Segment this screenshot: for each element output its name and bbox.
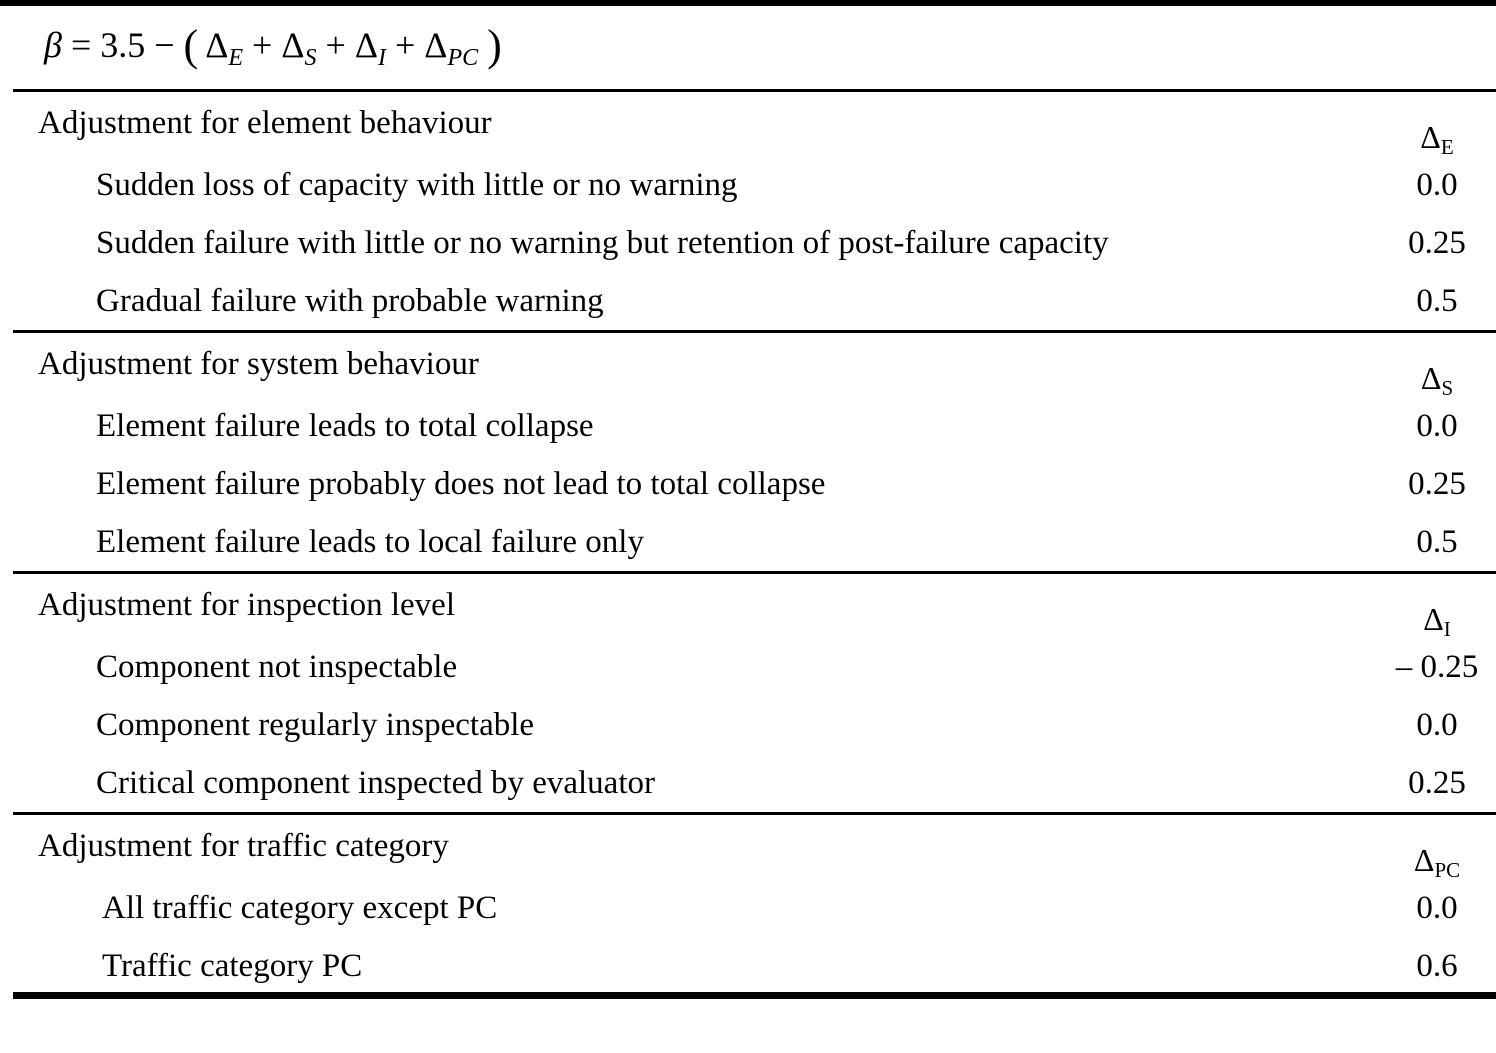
- table-section: [13, 571, 1496, 812]
- table-section: [13, 89, 1496, 330]
- delta-subscript: S: [304, 45, 317, 71]
- row-label: Element failure leads to local failure only: [96, 524, 644, 560]
- section-header: [13, 574, 1496, 641]
- table-row: [13, 156, 1496, 214]
- table-row: [13, 696, 1496, 754]
- plus-sign: +: [243, 25, 282, 65]
- table-section: [13, 330, 1496, 571]
- delta-symbol: Δ: [1420, 360, 1442, 396]
- delta-subscript: E: [1440, 135, 1454, 159]
- section-title: Adjustment for traffic category: [38, 828, 449, 864]
- section-title: Adjustment for element behaviour: [38, 105, 492, 141]
- table-row: [13, 638, 1496, 696]
- row-value: 0.0: [1416, 707, 1458, 743]
- row-label: Critical component inspected by evaluator: [96, 765, 655, 801]
- row-label: Component regularly inspectable: [96, 707, 535, 743]
- delta-symbol: Δ: [1413, 842, 1435, 878]
- delta-symbol: Δ: [354, 25, 378, 65]
- row-label: Sudden failure with little or no warning but retention of post-failure capacity: [96, 225, 1109, 261]
- table-row: [13, 879, 1496, 937]
- row-value: 0.5: [1416, 524, 1458, 560]
- formula-paren: ): [487, 21, 502, 70]
- table-row: [13, 937, 1496, 995]
- section-header: [13, 333, 1496, 400]
- row-label: Component not inspectable: [96, 649, 458, 685]
- table-row: [13, 513, 1496, 571]
- delta-subscript: PC: [447, 45, 479, 71]
- delta-symbol: Δ: [281, 25, 305, 65]
- row-label: Traffic category PC: [102, 948, 363, 984]
- plus-sign: +: [316, 25, 355, 65]
- row-value: 0.0: [1416, 890, 1458, 926]
- delta-subscript: I: [377, 45, 386, 71]
- top-rule: [0, 0, 1496, 6]
- delta-symbol: Δ: [424, 25, 448, 65]
- reliability-formula: [44, 18, 502, 85]
- bottom-rule: [13, 992, 1496, 999]
- beta-symbol: β: [44, 25, 62, 65]
- row-value: 0.25: [1408, 225, 1466, 261]
- table-row: [13, 455, 1496, 513]
- delta-symbol: Δ: [1420, 119, 1441, 155]
- table-row: [13, 272, 1496, 330]
- row-value: 0.25: [1408, 466, 1466, 502]
- row-label: All traffic category except PC: [102, 890, 498, 926]
- row-value: – 0.25: [1395, 649, 1479, 685]
- delta-subscript: S: [1441, 376, 1454, 400]
- section-header: [13, 92, 1496, 159]
- row-label: Element failure leads to total collapse: [96, 408, 594, 444]
- formula-text: = 3.5 −: [61, 25, 184, 65]
- adjustment-table: [13, 89, 1496, 1053]
- row-label: Gradual failure with probable warning: [96, 283, 604, 319]
- section-header: [13, 815, 1496, 882]
- row-value: 0.0: [1416, 408, 1458, 444]
- row-label: Sudden loss of capacity with little or no warning: [96, 167, 738, 203]
- formula-paren: (: [183, 21, 199, 70]
- delta-subscript: E: [228, 45, 244, 71]
- delta-symbol: Δ: [205, 25, 229, 65]
- row-value: 0.25: [1408, 765, 1466, 801]
- table-row: [13, 397, 1496, 455]
- table-section: [13, 812, 1496, 1053]
- row-label: Element failure probably does not lead to total collapse: [96, 466, 826, 502]
- delta-subscript: I: [1443, 617, 1451, 641]
- row-value: 0.5: [1416, 283, 1458, 319]
- delta-symbol: Δ: [1423, 601, 1444, 637]
- table-row: [13, 754, 1496, 812]
- section-title: Adjustment for system behaviour: [38, 346, 479, 382]
- row-value: 0.0: [1416, 167, 1458, 203]
- delta-subscript: PC: [1434, 858, 1461, 882]
- row-value: 0.6: [1416, 948, 1458, 984]
- table-row: [13, 214, 1496, 272]
- plus-sign: +: [385, 25, 425, 65]
- section-title: Adjustment for inspection level: [38, 587, 455, 623]
